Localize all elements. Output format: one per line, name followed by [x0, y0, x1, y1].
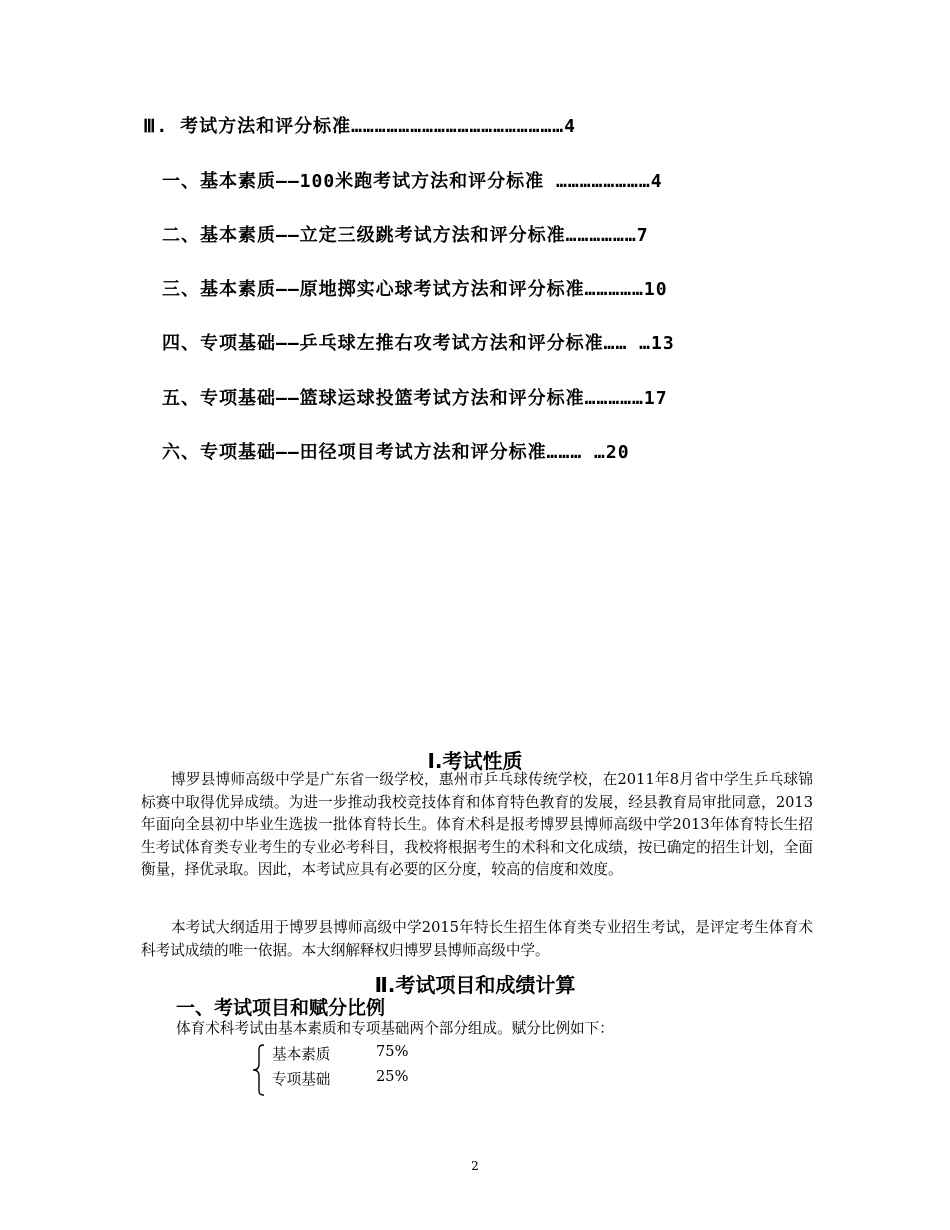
curly-brace-icon: [251, 1044, 265, 1096]
ratio-value: 75%: [376, 1043, 409, 1060]
body-paragraph: 博罗县博师高级中学是广东省一级学校，惠州市乒乓球传统学校，在2011年8月省中学生乒乓球锦标赛中取得优异成绩。为进一步推动我校竞技体育和体育特色教育的发展，经县教育局审批同意，2013年面向全县初中毕业生选拔一批体育特长生。体育术科是报考博罗县博师高级中学2013年体育特长生招生考试体育类专业考生的专业必考科目，我校将根据考生的术科和文化成绩，按已确定的招生计划，全面衡量，择优录取。因此，本考试应具有必要的区分度，较高的信度和效度。: [141, 771, 813, 879]
ratio-row: [272, 1043, 409, 1064]
ratio-label: 基本素质: [272, 1046, 331, 1063]
toc-item[interactable]: 二、基本素质——立定三级跳考试方法和评分标准………………7: [162, 225, 649, 246]
intro-text: 体育术科考试由基本素质和专项基础两个部分组成。赋分比例如下：: [176, 1020, 614, 1037]
subsection-title: 一、考试项目和赋分比例: [176, 997, 386, 1019]
toc-item[interactable]: 四、专项基础——乒乓球左推右攻考试方法和评分标准…… …13: [162, 333, 675, 354]
section-title-items: Ⅱ.考试项目和成绩计算: [374, 973, 576, 997]
page-number: 2: [471, 1159, 479, 1173]
toc-item[interactable]: 三、基本素质——原地掷实心球考试方法和评分标准……………10: [162, 279, 668, 300]
section-title-nature: Ⅰ.考试性质: [427, 749, 523, 773]
body-paragraph: 本考试大纲适用于博罗县博师高级中学2015年特长生招生体育类专业招生考试，是评定考生体育术科考试成绩的唯一依据。本大纲解释权归博罗县博师高级中学。: [141, 919, 813, 959]
ratio-label: 专项基础: [272, 1071, 331, 1088]
ratio-row: [272, 1068, 409, 1089]
toc-item[interactable]: 六、专项基础——田径项目考试方法和评分标准……… …20: [162, 442, 630, 463]
toc-item[interactable]: 五、专项基础——篮球运球投篮考试方法和评分标准……………17: [162, 388, 668, 409]
toc-item[interactable]: 一、基本素质——100米跑考试方法和评分标准 ……………………4: [162, 171, 663, 192]
toc-item[interactable]: Ⅲ. 考试方法和评分标准………………………………………………4: [143, 116, 576, 137]
ratio-value: 25%: [376, 1068, 409, 1085]
